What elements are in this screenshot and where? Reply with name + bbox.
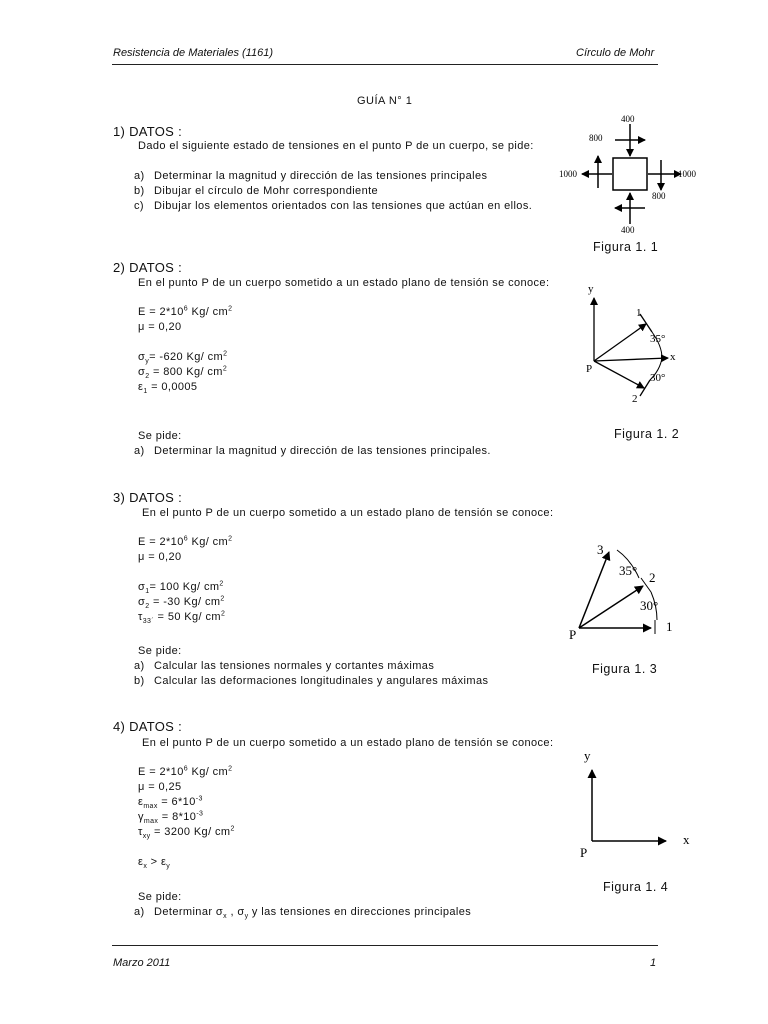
section-4-data: [138, 765, 235, 870]
label-bottom: 400: [621, 225, 635, 235]
sigma-2-line: $\sigma_2 = 800$ Kg/ $cm^2$: [138, 365, 228, 381]
label-2: 2: [632, 393, 638, 405]
section-1-heading: 1) DATOS :: [113, 124, 182, 139]
guide-title: GUÍA N° 1: [357, 95, 413, 107]
sigma-2-line: $\sigma_2 = -30$ Kg/ $cm^2$: [138, 595, 225, 611]
list-item: c) Dibujar los elementos orientados con las tensiones que actúan en ellos.: [134, 200, 533, 212]
label-p: P: [580, 845, 588, 860]
list-item: b) Dibujar el círculo de Mohr correspondiente: [134, 185, 379, 197]
tau-line: $\tau_{33´} = 50$ Kg/ $cm^2$: [138, 610, 226, 626]
header-right: Círculo de Mohr: [576, 47, 655, 59]
label-1: 1: [636, 307, 642, 319]
list-item: a) Determinar la magnitud y dirección de las tensiones principales.: [134, 445, 491, 457]
list-item: a) Determinar la magnitud y dirección de las tensiones principales: [134, 170, 488, 182]
section-3-intro: En el punto P de un cuerpo sometido a un estado plano de tensión se conoce:: [142, 507, 554, 519]
section-2-intro: En el punto P de un cuerpo sometido a un estado plano de tensión se conoce:: [138, 277, 550, 289]
label-p: P: [569, 627, 577, 642]
section-2-data: [138, 305, 232, 395]
section-1-list: [134, 169, 532, 214]
section-2-heading: 2) DATOS :: [113, 260, 182, 275]
label-30: 30°: [650, 372, 666, 384]
section-4-intro: En el punto P de un cuerpo sometido a un estado plano de tensión se conoce:: [142, 737, 554, 749]
condition-line: $\varepsilon_x > \varepsilon_y$: [138, 856, 171, 871]
tau-xy-line: $\tau_{xy} = 3200$ Kg/ $cm^2$: [138, 825, 235, 841]
section-4-se-pide: Se pide:: [138, 891, 182, 903]
section-3-data: [138, 535, 232, 625]
label-30: 30°: [640, 598, 659, 613]
label-right: 1000: [678, 169, 696, 179]
label-3: 3: [597, 542, 604, 557]
list-item: a) Calcular las tensiones normales y cortantes máximas: [134, 660, 435, 672]
section-4-heading: 4) DATOS :: [113, 719, 182, 734]
section-4-list: [134, 905, 471, 920]
figure-1-2-axes: [578, 278, 688, 408]
figure-1-1-stress-element: [555, 110, 705, 240]
label-2: 2: [649, 570, 656, 585]
footer-left: Marzo 2011: [113, 957, 171, 969]
list-item: b) Calcular las deformaciones longitudinales y angulares máximas: [134, 675, 489, 687]
section-1-intro: Dado el siguiente estado de tensiones en el punto P de un cuerpo, se pide:: [138, 140, 534, 152]
page-number: 1: [650, 957, 657, 969]
label-35: 35°: [619, 563, 638, 578]
modulus-line: $E = 2*10^6$ Kg/ $cm^2$: [138, 305, 233, 318]
label-35: 35°: [650, 333, 666, 345]
section-2-list: [134, 444, 491, 459]
figure-1-3-directions: [565, 538, 685, 646]
poisson-line: μ = 0,20: [138, 321, 182, 333]
poisson-line: μ = 0,25: [138, 781, 182, 793]
label-y: y: [584, 748, 591, 763]
section-2-se-pide: Se pide:: [138, 430, 182, 442]
section-3-se-pide: Se pide:: [138, 645, 182, 657]
poisson-line: μ = 0,20: [138, 551, 182, 563]
section-3-heading: 3) DATOS :: [113, 490, 182, 505]
modulus-line: $E = 2*10^6$ Kg/ $cm^2$: [138, 765, 233, 778]
figure-1-3-caption: Figura 1. 3: [592, 662, 658, 676]
figure-1-2-caption: Figura 1. 2: [614, 427, 680, 441]
label-shear-top: 800: [589, 133, 603, 143]
epsilon-1-line: $\varepsilon_1 = 0,0005$: [138, 381, 198, 396]
header-left: Resistencia de Materiales (1161): [113, 47, 273, 59]
label-top: 400: [621, 114, 635, 124]
footer-rule: [112, 945, 658, 946]
gamma-max-line: $\gamma_{max} = 8*10^{-3}$: [138, 810, 204, 826]
figure-1-4-caption: Figura 1. 4: [603, 880, 669, 894]
label-shear-bottom: 800: [652, 191, 666, 201]
modulus-line: $E = 2*10^6$ Kg/ $cm^2$: [138, 535, 233, 548]
label-left: 1000: [559, 169, 577, 179]
label-x: x: [670, 351, 676, 363]
list-item: a) Determinar $\sigma_x$ , $\sigma_y$ y las tensiones en direcciones principales: [134, 906, 472, 921]
label-1: 1: [666, 619, 673, 634]
epsilon-max-line: $\varepsilon_{max} = 6*10^{-3}$: [138, 795, 203, 811]
label-p: P: [586, 363, 593, 375]
label-y: y: [588, 283, 594, 295]
sigma-1-line: $\sigma_1= 100$ Kg/ $cm^2$: [138, 580, 224, 596]
sigma-y-line: $\sigma_y= -620$ Kg/ $cm^2$: [138, 350, 228, 366]
section-3-list: [134, 659, 488, 689]
header-rule: [112, 64, 658, 65]
figure-1-4-axes: [572, 740, 702, 860]
label-x: x: [683, 832, 690, 847]
figure-1-1-caption: Figura 1. 1: [593, 240, 659, 254]
